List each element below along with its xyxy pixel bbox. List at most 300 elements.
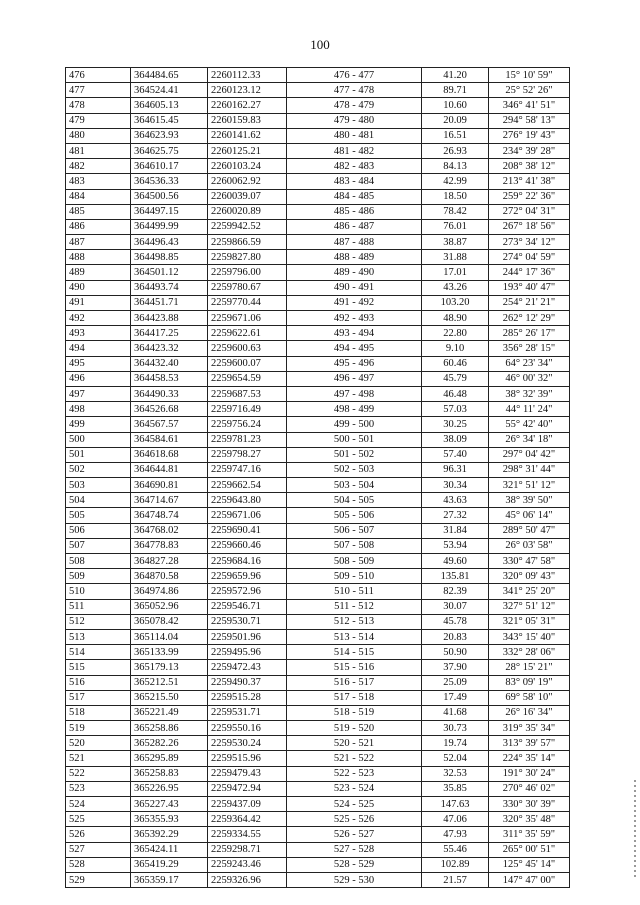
table-row xyxy=(66,402,570,417)
y-coordinate-cell: 2260125.21 xyxy=(208,143,287,158)
point-number-cell: 527 xyxy=(66,842,131,857)
bearing-cell: 343° 15' 40" xyxy=(489,629,570,644)
segment-cell: 528 - 529 xyxy=(287,857,422,872)
bearing-cell: 213° 41' 38" xyxy=(489,174,570,189)
y-coordinate-cell: 2259622.61 xyxy=(208,326,287,341)
length-cell: 35.85 xyxy=(422,781,489,796)
y-coordinate-cell: 2260112.33 xyxy=(208,68,287,83)
segment-cell: 497 - 498 xyxy=(287,386,422,401)
bearing-cell: 15° 10' 59" xyxy=(489,68,570,83)
point-number-cell: 509 xyxy=(66,569,131,584)
point-number-cell: 512 xyxy=(66,614,131,629)
x-coordinate-cell: 365078.42 xyxy=(131,614,208,629)
table-row xyxy=(66,690,570,705)
x-coordinate-cell: 364584.61 xyxy=(131,432,208,447)
point-number-cell: 484 xyxy=(66,189,131,204)
y-coordinate-cell: 2259501.96 xyxy=(208,629,287,644)
length-cell: 82.39 xyxy=(422,584,489,599)
bearing-cell: 265° 00' 51" xyxy=(489,842,570,857)
point-number-cell: 485 xyxy=(66,204,131,219)
bearing-cell: 356° 28' 15" xyxy=(489,341,570,356)
bearing-cell: 193° 40' 47" xyxy=(489,280,570,295)
table-row xyxy=(66,766,570,781)
x-coordinate-cell: 364615.45 xyxy=(131,113,208,128)
bearing-cell: 234° 39' 28" xyxy=(489,143,570,158)
x-coordinate-cell: 364644.81 xyxy=(131,462,208,477)
length-cell: 31.84 xyxy=(422,523,489,538)
point-number-cell: 495 xyxy=(66,356,131,371)
table-row xyxy=(66,235,570,250)
x-coordinate-cell: 364623.93 xyxy=(131,128,208,143)
length-cell: 55.46 xyxy=(422,842,489,857)
segment-cell: 510 - 511 xyxy=(287,584,422,599)
y-coordinate-cell: 2259781.23 xyxy=(208,432,287,447)
y-coordinate-cell: 2259671.06 xyxy=(208,508,287,523)
x-coordinate-cell: 364714.67 xyxy=(131,493,208,508)
point-number-cell: 481 xyxy=(66,143,131,158)
segment-cell: 506 - 507 xyxy=(287,523,422,538)
table-row xyxy=(66,721,570,736)
y-coordinate-cell: 2260141.62 xyxy=(208,128,287,143)
x-coordinate-cell: 364458.53 xyxy=(131,371,208,386)
x-coordinate-cell: 365282.26 xyxy=(131,736,208,751)
segment-cell: 523 - 524 xyxy=(287,781,422,796)
bearing-cell: 25° 52' 26" xyxy=(489,83,570,98)
segment-cell: 482 - 483 xyxy=(287,159,422,174)
x-coordinate-cell: 364417.25 xyxy=(131,326,208,341)
x-coordinate-cell: 364524.41 xyxy=(131,83,208,98)
segment-cell: 504 - 505 xyxy=(287,493,422,508)
point-number-cell: 505 xyxy=(66,508,131,523)
table-row xyxy=(66,736,570,751)
length-cell: 50.90 xyxy=(422,645,489,660)
point-number-cell: 494 xyxy=(66,341,131,356)
table-row xyxy=(66,371,570,386)
bearing-cell: 319° 35' 34" xyxy=(489,721,570,736)
x-coordinate-cell: 364423.32 xyxy=(131,341,208,356)
length-cell: 41.20 xyxy=(422,68,489,83)
y-coordinate-cell: 2259472.43 xyxy=(208,660,287,675)
coordinates-table-body xyxy=(66,68,570,888)
y-coordinate-cell: 2259530.24 xyxy=(208,736,287,751)
table-row xyxy=(66,113,570,128)
x-coordinate-cell: 364500.56 xyxy=(131,189,208,204)
x-coordinate-cell: 364567.57 xyxy=(131,417,208,432)
length-cell: 89.71 xyxy=(422,83,489,98)
table-row xyxy=(66,417,570,432)
segment-cell: 500 - 501 xyxy=(287,432,422,447)
bearing-cell: 272° 04' 31" xyxy=(489,204,570,219)
table-row xyxy=(66,554,570,569)
table-row xyxy=(66,386,570,401)
y-coordinate-cell: 2260039.07 xyxy=(208,189,287,204)
x-coordinate-cell: 364493.74 xyxy=(131,280,208,295)
bearing-cell: 28° 15' 21" xyxy=(489,660,570,675)
x-coordinate-cell: 364526.68 xyxy=(131,402,208,417)
point-number-cell: 487 xyxy=(66,235,131,250)
length-cell: 10.60 xyxy=(422,98,489,113)
point-number-cell: 502 xyxy=(66,462,131,477)
y-coordinate-cell: 2259495.96 xyxy=(208,645,287,660)
table-row xyxy=(66,812,570,827)
y-coordinate-cell: 2259531.71 xyxy=(208,705,287,720)
bearing-cell: 320° 35' 48" xyxy=(489,812,570,827)
length-cell: 102.89 xyxy=(422,857,489,872)
segment-cell: 488 - 489 xyxy=(287,250,422,265)
x-coordinate-cell: 364484.65 xyxy=(131,68,208,83)
length-cell: 22.80 xyxy=(422,326,489,341)
x-coordinate-cell: 365052.96 xyxy=(131,599,208,614)
segment-cell: 505 - 506 xyxy=(287,508,422,523)
segment-cell: 496 - 497 xyxy=(287,371,422,386)
y-coordinate-cell: 2259660.46 xyxy=(208,538,287,553)
x-coordinate-cell: 365179.13 xyxy=(131,660,208,675)
point-number-cell: 504 xyxy=(66,493,131,508)
x-coordinate-cell: 365221.49 xyxy=(131,705,208,720)
segment-cell: 502 - 503 xyxy=(287,462,422,477)
length-cell: 57.03 xyxy=(422,402,489,417)
length-cell: 32.53 xyxy=(422,766,489,781)
table-row xyxy=(66,250,570,265)
x-coordinate-cell: 364499.99 xyxy=(131,219,208,234)
point-number-cell: 510 xyxy=(66,584,131,599)
x-coordinate-cell: 364536.33 xyxy=(131,174,208,189)
y-coordinate-cell: 2259662.54 xyxy=(208,478,287,493)
y-coordinate-cell: 2259572.96 xyxy=(208,584,287,599)
point-number-cell: 520 xyxy=(66,736,131,751)
y-coordinate-cell: 2259690.41 xyxy=(208,523,287,538)
length-cell: 9.10 xyxy=(422,341,489,356)
segment-cell: 494 - 495 xyxy=(287,341,422,356)
segment-cell: 476 - 477 xyxy=(287,68,422,83)
table-row xyxy=(66,478,570,493)
point-number-cell: 518 xyxy=(66,705,131,720)
y-coordinate-cell: 2259659.96 xyxy=(208,569,287,584)
point-number-cell: 486 xyxy=(66,219,131,234)
segment-cell: 514 - 515 xyxy=(287,645,422,660)
bearing-cell: 64° 23' 34" xyxy=(489,356,570,371)
point-number-cell: 519 xyxy=(66,721,131,736)
table-row xyxy=(66,584,570,599)
bearing-cell: 330° 47' 58" xyxy=(489,554,570,569)
segment-cell: 485 - 486 xyxy=(287,204,422,219)
bearing-cell: 289° 50' 47" xyxy=(489,523,570,538)
length-cell: 78.42 xyxy=(422,204,489,219)
length-cell: 147.63 xyxy=(422,797,489,812)
table-row xyxy=(66,295,570,310)
x-coordinate-cell: 365226.95 xyxy=(131,781,208,796)
table-row xyxy=(66,174,570,189)
point-number-cell: 491 xyxy=(66,295,131,310)
bearing-cell: 224° 35' 14" xyxy=(489,751,570,766)
y-coordinate-cell: 2259479.43 xyxy=(208,766,287,781)
bearing-cell: 259° 22' 36" xyxy=(489,189,570,204)
table-row xyxy=(66,781,570,796)
table-row xyxy=(66,629,570,644)
x-coordinate-cell: 365114.04 xyxy=(131,629,208,644)
segment-cell: 487 - 488 xyxy=(287,235,422,250)
x-coordinate-cell: 365258.86 xyxy=(131,721,208,736)
table-row xyxy=(66,341,570,356)
y-coordinate-cell: 2259546.71 xyxy=(208,599,287,614)
length-cell: 57.40 xyxy=(422,447,489,462)
segment-cell: 525 - 526 xyxy=(287,812,422,827)
length-cell: 30.07 xyxy=(422,599,489,614)
table-row xyxy=(66,447,570,462)
y-coordinate-cell: 2260103.24 xyxy=(208,159,287,174)
x-coordinate-cell: 365212.51 xyxy=(131,675,208,690)
bearing-cell: 147° 47' 00" xyxy=(489,872,570,887)
table-row xyxy=(66,675,570,690)
length-cell: 96.31 xyxy=(422,462,489,477)
length-cell: 30.34 xyxy=(422,478,489,493)
segment-cell: 483 - 484 xyxy=(287,174,422,189)
segment-cell: 489 - 490 xyxy=(287,265,422,280)
table-row xyxy=(66,219,570,234)
length-cell: 47.06 xyxy=(422,812,489,827)
length-cell: 38.87 xyxy=(422,235,489,250)
table-row xyxy=(66,705,570,720)
table-row xyxy=(66,432,570,447)
length-cell: 43.63 xyxy=(422,493,489,508)
point-number-cell: 507 xyxy=(66,538,131,553)
bearing-cell: 244° 17' 36" xyxy=(489,265,570,280)
bearing-cell: 267° 18' 56" xyxy=(489,219,570,234)
point-number-cell: 526 xyxy=(66,827,131,842)
segment-cell: 511 - 512 xyxy=(287,599,422,614)
segment-cell: 479 - 480 xyxy=(287,113,422,128)
point-number-cell: 513 xyxy=(66,629,131,644)
bearing-cell: 45° 06' 14" xyxy=(489,508,570,523)
length-cell: 31.88 xyxy=(422,250,489,265)
bearing-cell: 38° 39' 50" xyxy=(489,493,570,508)
y-coordinate-cell: 2259654.59 xyxy=(208,371,287,386)
point-number-cell: 514 xyxy=(66,645,131,660)
segment-cell: 515 - 516 xyxy=(287,660,422,675)
table-row xyxy=(66,827,570,842)
bearing-cell: 125° 45' 14" xyxy=(489,857,570,872)
bearing-cell: 262° 12' 29" xyxy=(489,311,570,326)
x-coordinate-cell: 365392.29 xyxy=(131,827,208,842)
point-number-cell: 482 xyxy=(66,159,131,174)
table-row xyxy=(66,280,570,295)
point-number-cell: 501 xyxy=(66,447,131,462)
length-cell: 46.48 xyxy=(422,386,489,401)
x-coordinate-cell: 364690.81 xyxy=(131,478,208,493)
y-coordinate-cell: 2259756.24 xyxy=(208,417,287,432)
bearing-cell: 26° 16' 34" xyxy=(489,705,570,720)
table-row xyxy=(66,842,570,857)
x-coordinate-cell: 365359.17 xyxy=(131,872,208,887)
bearing-cell: 341° 25' 20" xyxy=(489,584,570,599)
segment-cell: 484 - 485 xyxy=(287,189,422,204)
x-coordinate-cell: 365215.50 xyxy=(131,690,208,705)
x-coordinate-cell: 364870.58 xyxy=(131,569,208,584)
y-coordinate-cell: 2259671.06 xyxy=(208,311,287,326)
segment-cell: 508 - 509 xyxy=(287,554,422,569)
segment-cell: 486 - 487 xyxy=(287,219,422,234)
bearing-cell: 273° 34' 12" xyxy=(489,235,570,250)
x-coordinate-cell: 364768.02 xyxy=(131,523,208,538)
point-number-cell: 523 xyxy=(66,781,131,796)
bearing-cell: 321° 05' 31" xyxy=(489,614,570,629)
bearing-cell: 276° 19' 43" xyxy=(489,128,570,143)
x-coordinate-cell: 364748.74 xyxy=(131,508,208,523)
x-coordinate-cell: 364778.83 xyxy=(131,538,208,553)
x-coordinate-cell: 364451.71 xyxy=(131,295,208,310)
segment-cell: 521 - 522 xyxy=(287,751,422,766)
point-number-cell: 489 xyxy=(66,265,131,280)
table-row xyxy=(66,265,570,280)
x-coordinate-cell: 364423.88 xyxy=(131,311,208,326)
bearing-cell: 44° 11' 24" xyxy=(489,402,570,417)
x-coordinate-cell: 365227.43 xyxy=(131,797,208,812)
bearing-cell: 254° 21' 21" xyxy=(489,295,570,310)
length-cell: 18.50 xyxy=(422,189,489,204)
length-cell: 49.60 xyxy=(422,554,489,569)
point-number-cell: 528 xyxy=(66,857,131,872)
bearing-cell: 327° 51' 12" xyxy=(489,599,570,614)
table-row xyxy=(66,645,570,660)
point-number-cell: 508 xyxy=(66,554,131,569)
y-coordinate-cell: 2259796.00 xyxy=(208,265,287,280)
length-cell: 37.90 xyxy=(422,660,489,675)
bearing-cell: 208° 38' 12" xyxy=(489,159,570,174)
length-cell: 38.09 xyxy=(422,432,489,447)
y-coordinate-cell: 2259515.96 xyxy=(208,751,287,766)
y-coordinate-cell: 2259716.49 xyxy=(208,402,287,417)
bearing-cell: 38° 32' 39" xyxy=(489,386,570,401)
y-coordinate-cell: 2259600.63 xyxy=(208,341,287,356)
y-coordinate-cell: 2259643.80 xyxy=(208,493,287,508)
point-number-cell: 496 xyxy=(66,371,131,386)
segment-cell: 518 - 519 xyxy=(287,705,422,720)
table-row xyxy=(66,462,570,477)
segment-cell: 481 - 482 xyxy=(287,143,422,158)
point-number-cell: 529 xyxy=(66,872,131,887)
table-row xyxy=(66,872,570,887)
bearing-cell: 332° 28' 06" xyxy=(489,645,570,660)
length-cell: 41.68 xyxy=(422,705,489,720)
point-number-cell: 525 xyxy=(66,812,131,827)
segment-cell: 512 - 513 xyxy=(287,614,422,629)
bearing-cell: 46° 00' 32" xyxy=(489,371,570,386)
length-cell: 47.93 xyxy=(422,827,489,842)
x-coordinate-cell: 364498.85 xyxy=(131,250,208,265)
segment-cell: 493 - 494 xyxy=(287,326,422,341)
bearing-cell: 69° 58' 10" xyxy=(489,690,570,705)
point-number-cell: 492 xyxy=(66,311,131,326)
table-row xyxy=(66,599,570,614)
length-cell: 45.79 xyxy=(422,371,489,386)
segment-cell: 526 - 527 xyxy=(287,827,422,842)
y-coordinate-cell: 2260162.27 xyxy=(208,98,287,113)
table-row xyxy=(66,68,570,83)
bearing-cell: 320° 09' 43" xyxy=(489,569,570,584)
table-row xyxy=(66,83,570,98)
table-row xyxy=(66,751,570,766)
point-number-cell: 500 xyxy=(66,432,131,447)
y-coordinate-cell: 2259530.71 xyxy=(208,614,287,629)
bearing-cell: 83° 09' 19" xyxy=(489,675,570,690)
segment-cell: 495 - 496 xyxy=(287,356,422,371)
point-number-cell: 493 xyxy=(66,326,131,341)
bearing-cell: 321° 51' 12" xyxy=(489,478,570,493)
length-cell: 43.26 xyxy=(422,280,489,295)
segment-cell: 503 - 504 xyxy=(287,478,422,493)
segment-cell: 517 - 518 xyxy=(287,690,422,705)
y-coordinate-cell: 2259515.28 xyxy=(208,690,287,705)
y-coordinate-cell: 2260020.89 xyxy=(208,204,287,219)
x-coordinate-cell: 364432.40 xyxy=(131,356,208,371)
y-coordinate-cell: 2259326.96 xyxy=(208,872,287,887)
x-coordinate-cell: 365133.99 xyxy=(131,645,208,660)
point-number-cell: 476 xyxy=(66,68,131,83)
coordinates-table xyxy=(65,67,570,888)
segment-cell: 501 - 502 xyxy=(287,447,422,462)
table-row xyxy=(66,538,570,553)
length-cell: 45.78 xyxy=(422,614,489,629)
bearing-cell: 191° 30' 24" xyxy=(489,766,570,781)
x-coordinate-cell: 364497.15 xyxy=(131,204,208,219)
x-coordinate-cell: 365295.89 xyxy=(131,751,208,766)
table-row xyxy=(66,356,570,371)
table-row xyxy=(66,311,570,326)
y-coordinate-cell: 2259866.59 xyxy=(208,235,287,250)
bearing-cell: 313° 39' 57" xyxy=(489,736,570,751)
point-number-cell: 522 xyxy=(66,766,131,781)
length-cell: 16.51 xyxy=(422,128,489,143)
length-cell: 17.01 xyxy=(422,265,489,280)
length-cell: 42.99 xyxy=(422,174,489,189)
point-number-cell: 499 xyxy=(66,417,131,432)
bearing-cell: 274° 04' 59" xyxy=(489,250,570,265)
length-cell: 27.32 xyxy=(422,508,489,523)
segment-cell: 507 - 508 xyxy=(287,538,422,553)
page-number: 100 xyxy=(310,37,330,52)
point-number-cell: 506 xyxy=(66,523,131,538)
y-coordinate-cell: 2259437.09 xyxy=(208,797,287,812)
point-number-cell: 517 xyxy=(66,690,131,705)
table-row xyxy=(66,204,570,219)
x-coordinate-cell: 364974.86 xyxy=(131,584,208,599)
table-row xyxy=(66,508,570,523)
length-cell: 30.73 xyxy=(422,721,489,736)
segment-cell: 480 - 481 xyxy=(287,128,422,143)
length-cell: 52.04 xyxy=(422,751,489,766)
y-coordinate-cell: 2259942.52 xyxy=(208,219,287,234)
segment-cell: 520 - 521 xyxy=(287,736,422,751)
bearing-cell: 311° 35' 59" xyxy=(489,827,570,842)
point-number-cell: 511 xyxy=(66,599,131,614)
segment-cell: 490 - 491 xyxy=(287,280,422,295)
table-row xyxy=(66,569,570,584)
x-coordinate-cell: 364610.17 xyxy=(131,159,208,174)
point-number-cell: 524 xyxy=(66,797,131,812)
y-coordinate-cell: 2259827.80 xyxy=(208,250,287,265)
length-cell: 48.90 xyxy=(422,311,489,326)
length-cell: 60.46 xyxy=(422,356,489,371)
y-coordinate-cell: 2259798.27 xyxy=(208,447,287,462)
y-coordinate-cell: 2259364.42 xyxy=(208,812,287,827)
y-coordinate-cell: 2259490.37 xyxy=(208,675,287,690)
y-coordinate-cell: 2259747.16 xyxy=(208,462,287,477)
point-number-cell: 515 xyxy=(66,660,131,675)
length-cell: 19.74 xyxy=(422,736,489,751)
bearing-cell: 55° 42' 40" xyxy=(489,417,570,432)
table-row xyxy=(66,189,570,204)
segment-cell: 524 - 525 xyxy=(287,797,422,812)
